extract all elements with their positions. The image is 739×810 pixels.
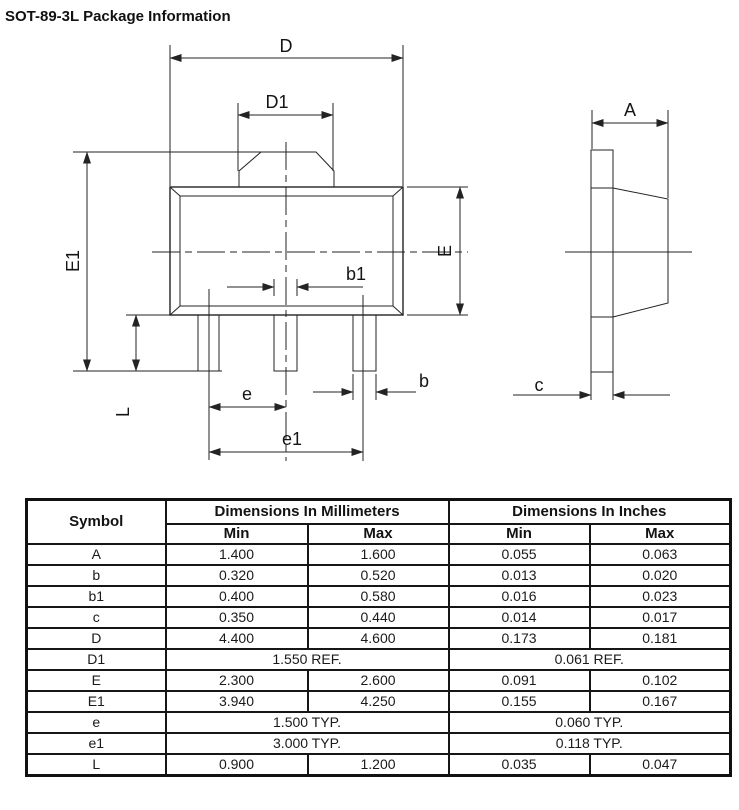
dim-E <box>407 187 468 315</box>
lead-plate-outline <box>591 150 613 372</box>
front-view <box>63 36 468 461</box>
table-row <box>27 691 731 712</box>
cell-in-max: 0.181 <box>590 628 731 649</box>
dim-b <box>313 371 429 400</box>
header-mm-min: Min <box>166 524 308 544</box>
cell-inches-value: 0.060 TYP. <box>449 712 731 733</box>
header-in-max: Max <box>590 524 731 544</box>
table-row <box>27 586 731 607</box>
table-row <box>27 607 731 628</box>
dim-label-D1: D1 <box>265 92 289 112</box>
cell-in-min: 0.091 <box>449 670 590 691</box>
table-row <box>27 712 731 733</box>
header-millimeters: Dimensions In Millimeters <box>166 500 449 525</box>
cell-in-max: 0.063 <box>590 544 731 565</box>
side-view <box>513 100 692 400</box>
cell-mm-value: 3.000 TYP. <box>166 733 449 754</box>
cell-mm-min: 0.350 <box>166 607 308 628</box>
dimension-table-body <box>27 544 731 776</box>
body-bevel <box>393 306 403 315</box>
header-in-min: Min <box>449 524 590 544</box>
dim-E1 <box>63 152 261 371</box>
cell-in-min: 0.173 <box>449 628 590 649</box>
cell-symbol: D1 <box>27 649 166 670</box>
cell-mm-min: 2.300 <box>166 670 308 691</box>
cell-inches-value: 0.061 REF. <box>449 649 731 670</box>
dim-label-D: D <box>279 36 293 56</box>
cell-mm-min: 1.400 <box>166 544 308 565</box>
cell-mm-max: 1.600 <box>308 544 449 565</box>
cell-symbol: A <box>27 544 166 565</box>
header-inches: Dimensions In Inches <box>449 500 731 525</box>
cell-inches-value: 0.118 TYP. <box>449 733 731 754</box>
cell-mm-max: 1.200 <box>308 754 449 776</box>
table-row <box>27 544 731 565</box>
leads <box>198 315 376 371</box>
dim-b1 <box>227 264 366 296</box>
cell-in-max: 0.102 <box>590 670 731 691</box>
dim-label-E: E <box>435 244 455 258</box>
cell-in-min: 0.014 <box>449 607 590 628</box>
cell-symbol: E <box>27 670 166 691</box>
dimension-table-header <box>27 500 731 545</box>
dim-label-E1: E1 <box>63 249 83 273</box>
dim-label-b1: b1 <box>345 264 367 284</box>
table-row <box>27 649 731 670</box>
cell-mm-min: 3.940 <box>166 691 308 712</box>
cell-in-max: 0.167 <box>590 691 731 712</box>
table-row <box>27 670 731 691</box>
body-bevel <box>393 187 403 196</box>
cell-mm-max: 2.600 <box>308 670 449 691</box>
body-bevel <box>170 187 180 196</box>
dim-label-e: e <box>241 384 253 404</box>
cell-mm-max: 0.440 <box>308 607 449 628</box>
table-row <box>27 733 731 754</box>
cell-mm-value: 1.550 REF. <box>166 649 449 670</box>
header-mm-max: Max <box>308 524 449 544</box>
table-row <box>27 565 731 586</box>
dim-L <box>113 315 171 417</box>
cell-symbol: L <box>27 754 166 776</box>
cell-symbol: E1 <box>27 691 166 712</box>
dim-A <box>592 100 668 198</box>
cell-symbol: b <box>27 565 166 586</box>
cell-in-max: 0.023 <box>590 586 731 607</box>
cell-mm-value: 1.500 TYP. <box>166 712 449 733</box>
body-bevel <box>170 306 180 315</box>
cell-mm-min: 0.320 <box>166 565 308 586</box>
cell-in-min: 0.035 <box>449 754 590 776</box>
cell-mm-max: 0.520 <box>308 565 449 586</box>
page-title: SOT-89-3L Package Information <box>5 8 231 25</box>
cell-in-max: 0.017 <box>590 607 731 628</box>
dim-label-A: A <box>623 100 637 120</box>
cell-symbol: c <box>27 607 166 628</box>
cell-in-max: 0.020 <box>590 565 731 586</box>
header-symbol: Symbol <box>27 500 166 545</box>
cell-mm-min: 0.900 <box>166 754 308 776</box>
lead-right <box>353 315 376 371</box>
cell-mm-min: 4.400 <box>166 628 308 649</box>
cell-symbol: e1 <box>27 733 166 754</box>
side-lead-plate <box>591 150 613 400</box>
table-row <box>27 628 731 649</box>
cell-in-min: 0.016 <box>449 586 590 607</box>
cell-in-max: 0.047 <box>590 754 731 776</box>
dim-label-b: b <box>418 371 430 391</box>
header-row-sections <box>27 500 731 525</box>
cell-in-min: 0.013 <box>449 565 590 586</box>
cell-mm-max: 4.250 <box>308 691 449 712</box>
cell-symbol: e <box>27 712 166 733</box>
table-row <box>27 754 731 776</box>
cell-symbol: D <box>27 628 166 649</box>
dim-label-e1: e1 <box>281 429 303 449</box>
dim-label-c: c <box>534 375 544 395</box>
cell-in-min: 0.055 <box>449 544 590 565</box>
cell-mm-min: 0.400 <box>166 586 308 607</box>
cell-mm-max: 0.580 <box>308 586 449 607</box>
dim-label-L: L <box>113 406 133 418</box>
cell-symbol: b1 <box>27 586 166 607</box>
dimension-table <box>25 498 732 777</box>
cell-in-min: 0.155 <box>449 691 590 712</box>
cell-mm-max: 4.600 <box>308 628 449 649</box>
